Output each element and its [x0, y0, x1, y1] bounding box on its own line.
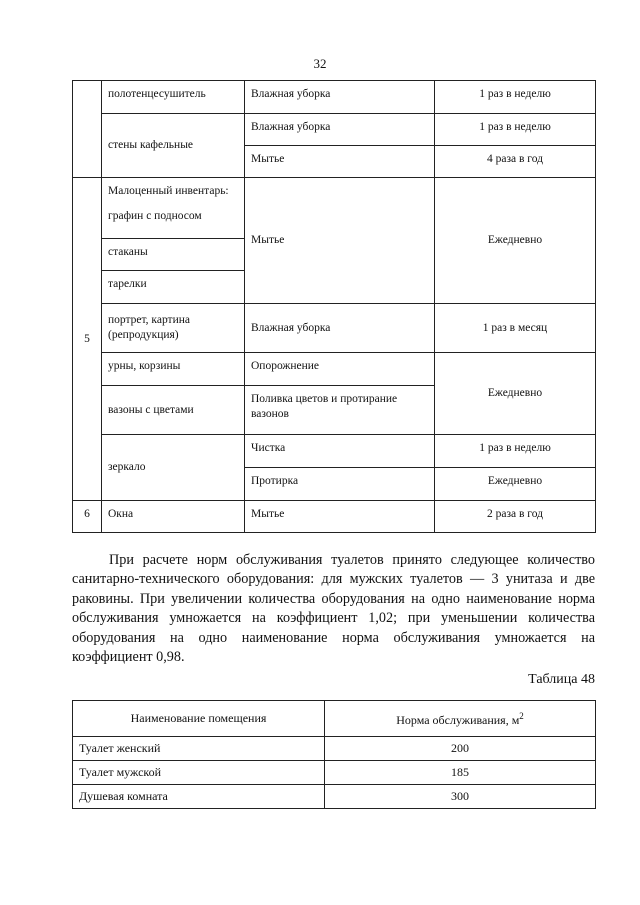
action-cell: Влажная уборка: [245, 114, 435, 146]
frequency-cell: 1 раз в неделю: [435, 81, 596, 114]
table-row: [73, 304, 596, 353]
column-header-room: Наименование помещения: [73, 701, 325, 737]
frequency-cell: 4 раза в год: [435, 146, 596, 178]
page-number: 32: [313, 56, 327, 71]
frequency-cell: Ежедневно: [435, 353, 596, 435]
cleaning-schedule-table: [72, 80, 596, 533]
item-cell: урны, корзины: [102, 353, 245, 386]
room-name-cell: Душевая комната: [73, 785, 325, 809]
table-row: [73, 761, 596, 785]
action-cell: Опорожнение: [245, 353, 435, 386]
action-cell: Влажная уборка: [245, 304, 435, 353]
item-cell: зеркало: [102, 435, 245, 501]
table-row: [73, 501, 596, 533]
action-cell: Мытье: [245, 501, 435, 533]
frequency-cell: 1 раз в неделю: [435, 435, 596, 468]
action-cell: Влажная уборка: [245, 81, 435, 114]
frequency-cell: Ежедневно: [435, 468, 596, 501]
room-name-cell: Туалет мужской: [73, 761, 325, 785]
row-number-cell: 5: [73, 178, 102, 501]
column-header-norm: [325, 701, 596, 737]
action-cell: Поливка цветов и протирание вазонов: [245, 386, 435, 435]
item-cell: портрет, картина (репродукция): [102, 304, 245, 353]
action-cell: Чистка: [245, 435, 435, 468]
row-number-cell: 6: [73, 501, 102, 533]
table-row: [73, 178, 596, 239]
table-header-row: [73, 701, 596, 737]
item-line: Малоценный инвентарь:: [108, 185, 229, 197]
norm-value-cell: 185: [325, 761, 596, 785]
service-norms-table: [72, 700, 596, 809]
table-row: [73, 435, 596, 468]
unit-superscript: 2: [519, 711, 524, 721]
item-cell: стены кафельные: [102, 114, 245, 178]
frequency-cell: 1 раз в месяц: [435, 304, 596, 353]
action-cell: Протирка: [245, 468, 435, 501]
norm-value-cell: 300: [325, 785, 596, 809]
item-cell: стаканы: [102, 239, 245, 271]
body-paragraph: При расчете норм обслуживания туалетов принято следующее количество санитарно-технического оборудования: для мужских туалетов — 3 унитаза и две раковины. При увеличении количества оборудования на одно наименование норма обслуживания умножается на коэффициент 1,02; при уменьшении количества оборудования на одно наименование норма обслуживания умножается на коэффициент 0,98.: [72, 552, 595, 666]
table-row: [73, 785, 596, 809]
frequency-cell: 1 раз в неделю: [435, 114, 596, 146]
row-number-cell: [73, 81, 102, 178]
item-cell: полотенцесушитель: [102, 81, 245, 114]
frequency-cell: Ежедневно: [435, 178, 596, 304]
frequency-cell: 2 раза в год: [435, 501, 596, 533]
item-cell: Окна: [102, 501, 245, 533]
item-cell: [102, 178, 245, 239]
table-row: [73, 81, 596, 114]
item-cell: вазоны с цветами: [102, 386, 245, 435]
norm-value-cell: 200: [325, 737, 596, 761]
item-line: графин с подносом: [108, 210, 202, 222]
column-header-norm-text: Норма обслуживания, м: [396, 713, 520, 727]
action-cell: Мытье: [245, 146, 435, 178]
table-caption: Таблица 48: [528, 672, 595, 687]
table-row: [73, 114, 596, 146]
table-row: [73, 353, 596, 386]
room-name-cell: Туалет женский: [73, 737, 325, 761]
table-row: [73, 737, 596, 761]
action-cell: Мытье: [245, 178, 435, 304]
item-cell: тарелки: [102, 271, 245, 304]
